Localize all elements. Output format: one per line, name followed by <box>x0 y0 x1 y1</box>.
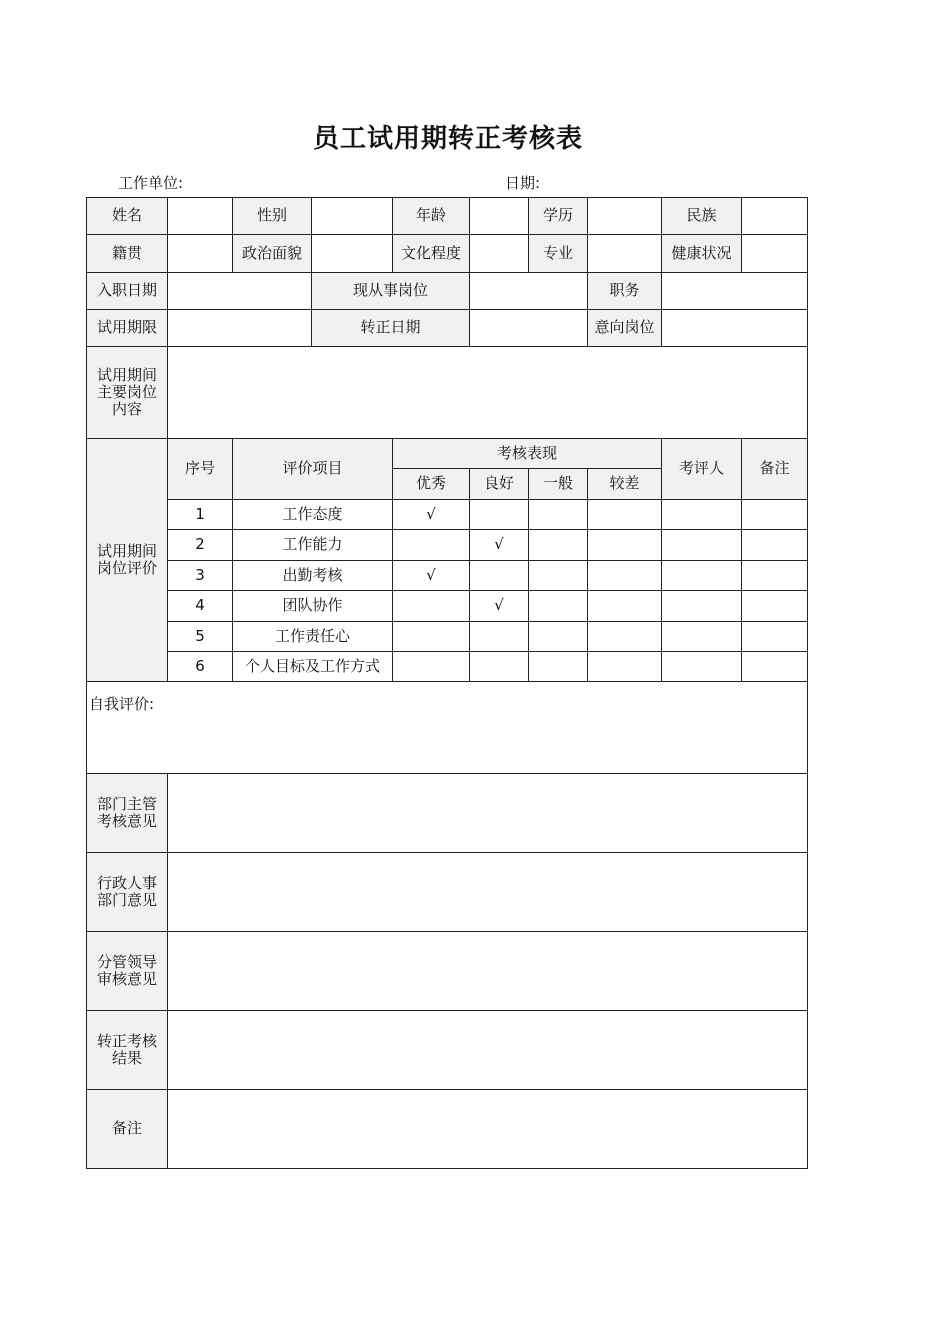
major-label: 专业 <box>529 235 588 273</box>
basic-info-row-3 <box>87 273 808 310</box>
current-position-label: 现从事岗位 <box>312 273 470 310</box>
opinion-label-line: 结果 <box>111 1049 142 1067</box>
duties-label-line-2: 主要岗位 <box>96 382 157 401</box>
assessor-cell[interactable] <box>662 622 742 652</box>
mark-poor[interactable] <box>588 530 662 561</box>
mark-excellent[interactable] <box>393 530 470 561</box>
hr-dept-opinion-field[interactable] <box>168 853 808 932</box>
opinion-row <box>87 1090 808 1169</box>
ethnicity-label: 民族 <box>662 198 742 235</box>
leader-review-field[interactable] <box>168 932 808 1011</box>
table-row <box>87 652 808 682</box>
seq-cell: 3 <box>168 561 233 591</box>
performance-header: 考核表现 <box>393 439 662 469</box>
education-level-label: 文化程度 <box>393 235 470 273</box>
opinion-row <box>87 1011 808 1090</box>
mark-poor[interactable] <box>588 561 662 591</box>
education-label: 学历 <box>529 198 588 235</box>
level-good-header: 良好 <box>470 469 529 500</box>
mark-average[interactable] <box>529 530 588 561</box>
mark-excellent[interactable] <box>393 591 470 622</box>
opinion-row <box>87 932 808 1011</box>
native-place-field[interactable] <box>168 235 233 273</box>
assessor-header: 考评人 <box>662 439 742 500</box>
mark-poor[interactable] <box>588 500 662 530</box>
mark-good[interactable] <box>470 561 529 591</box>
hire-date-field[interactable] <box>168 273 312 310</box>
seq-cell: 4 <box>168 591 233 622</box>
seq-header: 序号 <box>168 439 233 500</box>
age-field[interactable] <box>470 198 529 235</box>
mark-average[interactable] <box>529 591 588 622</box>
item-header: 评价项目 <box>233 439 393 500</box>
mark-good[interactable] <box>470 652 529 682</box>
opinion-row <box>87 774 808 853</box>
hire-date-label: 入职日期 <box>87 273 168 310</box>
name-label: 姓名 <box>87 198 168 235</box>
opinion-row <box>87 853 808 932</box>
dept-manager-opinion-label <box>87 774 168 853</box>
regularization-result-field[interactable] <box>168 1011 808 1090</box>
item-cell: 工作态度 <box>233 500 393 530</box>
remarks-cell[interactable] <box>742 652 808 682</box>
probation-period-label: 试用期限 <box>87 310 168 347</box>
level-excellent-header: 优秀 <box>393 469 470 500</box>
opinion-label-line: 转正考核 <box>96 1031 157 1050</box>
self-eval-row <box>87 682 808 774</box>
dept-manager-opinion-field[interactable] <box>168 774 808 853</box>
eval-label-line-1: 试用期间 <box>96 541 157 560</box>
self-eval-field[interactable] <box>87 682 808 774</box>
item-cell: 团队协作 <box>233 591 393 622</box>
page-title: 员工试用期转正考核表 <box>312 124 583 154</box>
item-cell: 出勤考核 <box>233 561 393 591</box>
duties-label-line-3: 内容 <box>111 400 142 419</box>
self-eval-label: 自我评价: <box>89 695 155 713</box>
remarks-header: 备注 <box>742 439 808 500</box>
opinion-label-line: 部门主管 <box>96 794 157 813</box>
duties-label-line-1: 试用期间 <box>96 365 157 384</box>
remarks-cell[interactable] <box>742 622 808 652</box>
duties-row <box>87 347 808 439</box>
mark-average[interactable] <box>529 561 588 591</box>
probation-period-field[interactable] <box>168 310 312 347</box>
assessor-cell[interactable] <box>662 591 742 622</box>
table-row <box>87 591 808 622</box>
regularization-date-label: 转正日期 <box>312 310 470 347</box>
work-unit-label: 工作单位: <box>118 174 184 192</box>
opinion-label-line: 考核意见 <box>96 812 157 830</box>
item-cell: 工作责任心 <box>233 622 393 652</box>
job-title-label: 职务 <box>588 273 662 310</box>
mark-good[interactable] <box>470 500 529 530</box>
table-row <box>87 622 808 652</box>
mark-poor[interactable] <box>588 622 662 652</box>
current-position-field[interactable] <box>470 273 588 310</box>
major-field[interactable] <box>588 235 662 273</box>
mark-good[interactable]: √ <box>470 530 529 561</box>
mark-excellent[interactable]: √ <box>393 561 470 591</box>
table-row <box>87 530 808 561</box>
leader-review-label <box>87 932 168 1011</box>
final-remarks-label <box>87 1090 168 1169</box>
assessor-cell[interactable] <box>662 561 742 591</box>
regularization-date-field[interactable] <box>470 310 588 347</box>
remarks-cell[interactable] <box>742 591 808 622</box>
eval-header-row-1 <box>87 439 808 469</box>
table-row <box>87 561 808 591</box>
education-field[interactable] <box>588 198 662 235</box>
mark-average[interactable] <box>529 500 588 530</box>
seq-cell: 2 <box>168 530 233 561</box>
education-level-field[interactable] <box>470 235 529 273</box>
hr-dept-opinion-label <box>87 853 168 932</box>
opinion-label-line: 备注 <box>111 1119 142 1138</box>
seq-cell: 5 <box>168 622 233 652</box>
eval-label-line-2: 岗位评价 <box>96 559 157 577</box>
remarks-cell[interactable] <box>742 530 808 561</box>
mark-poor[interactable] <box>588 591 662 622</box>
ethnicity-field[interactable] <box>742 198 808 235</box>
remarks-cell[interactable] <box>742 500 808 530</box>
political-status-field[interactable] <box>312 235 393 273</box>
assessor-cell[interactable] <box>662 652 742 682</box>
level-poor-header: 较差 <box>588 469 662 500</box>
mark-excellent[interactable] <box>393 652 470 682</box>
seq-cell: 1 <box>168 500 233 530</box>
mark-average[interactable] <box>529 622 588 652</box>
opinion-label-line: 行政人事 <box>96 873 157 892</box>
intended-position-label: 意向岗位 <box>588 310 662 347</box>
duties-field[interactable] <box>168 347 808 439</box>
name-field[interactable] <box>168 198 233 235</box>
basic-info-row-4 <box>87 310 808 347</box>
assessment-form <box>86 197 808 1169</box>
item-cell: 工作能力 <box>233 530 393 561</box>
regularization-result-label <box>87 1011 168 1090</box>
political-status-label: 政治面貌 <box>233 235 312 273</box>
mark-good[interactable] <box>470 622 529 652</box>
level-average-header: 一般 <box>529 469 588 500</box>
health-label: 健康状况 <box>662 235 742 273</box>
health-field[interactable] <box>742 235 808 273</box>
final-remarks-field[interactable] <box>168 1090 808 1169</box>
gender-field[interactable] <box>312 198 393 235</box>
duties-label <box>87 347 168 439</box>
remarks-cell[interactable] <box>742 561 808 591</box>
mark-excellent[interactable] <box>393 622 470 652</box>
mark-good[interactable]: √ <box>470 591 529 622</box>
date-label: 日期: <box>505 174 541 192</box>
table-row <box>87 500 808 530</box>
job-title-field[interactable] <box>662 273 808 310</box>
opinion-label-line: 分管领导 <box>96 952 157 971</box>
assessor-cell[interactable] <box>662 530 742 561</box>
eval-label <box>87 439 168 682</box>
mark-excellent[interactable]: √ <box>393 500 470 530</box>
opinion-label-line: 部门意见 <box>96 891 157 909</box>
mark-average[interactable] <box>529 652 588 682</box>
seq-cell: 6 <box>168 652 233 682</box>
mark-poor[interactable] <box>588 652 662 682</box>
native-place-label: 籍贯 <box>87 235 168 273</box>
intended-position-field[interactable] <box>662 310 808 347</box>
item-cell: 个人目标及工作方式 <box>233 652 393 682</box>
age-label: 年龄 <box>393 198 470 235</box>
gender-label: 性别 <box>233 198 312 235</box>
basic-info-row-1 <box>87 198 808 235</box>
basic-info-row-2 <box>87 235 808 273</box>
assessor-cell[interactable] <box>662 500 742 530</box>
opinion-label-line: 审核意见 <box>96 970 157 988</box>
